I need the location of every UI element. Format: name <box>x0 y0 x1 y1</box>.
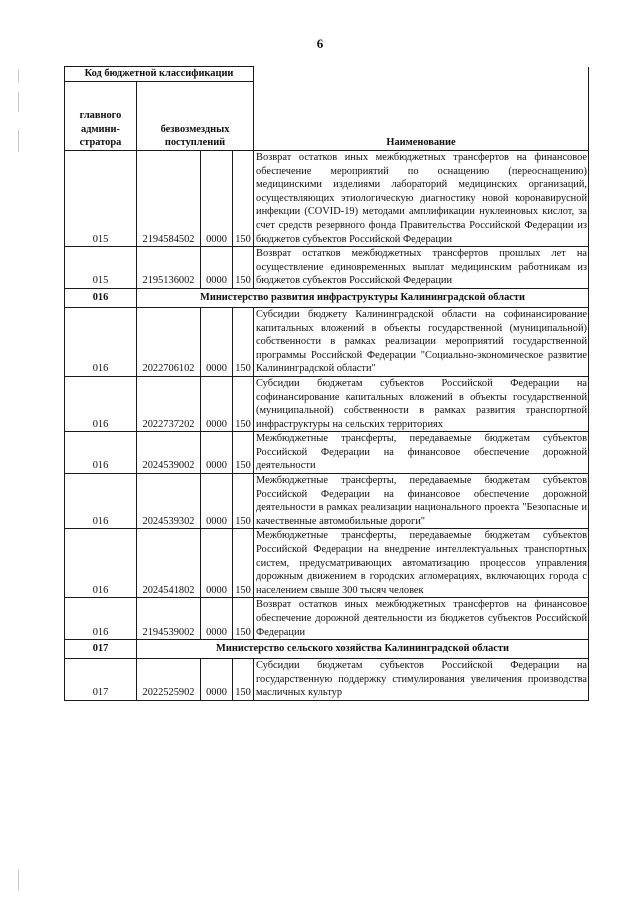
program-code-cell: 0000 <box>201 151 233 247</box>
ministry-admin-code: 016 <box>65 288 137 307</box>
page-number: 6 <box>316 36 324 51</box>
income-code-cell: 2022737202 <box>137 376 201 431</box>
ministry-admin-code: 017 <box>65 640 137 659</box>
name-cell: Межбюджетные трансферты, передаваемые бюджетам субъектов Российской Федерации на внедрение интеллектуальных транспортных систем, предусматривающих автоматизацию процессов управления дорожным движением в городских агломерациях, включающих города с населением свыше 300 тысяч человек <box>254 529 589 598</box>
admin-code-cell: 016 <box>65 376 137 431</box>
income-code-cell: 2024539002 <box>137 432 201 474</box>
program-code-cell: 0000 <box>201 432 233 474</box>
table-header-row <box>65 67 589 82</box>
admin-code-cell: 016 <box>65 307 137 376</box>
table-row <box>65 432 589 474</box>
admin-code-cell: 015 <box>65 151 137 247</box>
margin-mark <box>18 870 19 890</box>
program-code-cell: 0000 <box>201 659 233 701</box>
ministry-row <box>65 288 589 307</box>
admin-code-cell: 015 <box>65 247 137 289</box>
economic-code-cell: 150 <box>233 474 254 529</box>
economic-code-cell: 150 <box>233 376 254 431</box>
budget-code-group-header: Код бюджетной классификации <box>65 67 254 82</box>
program-code-cell: 0000 <box>201 474 233 529</box>
admin-header-line: стратора <box>79 137 122 149</box>
income-code-cell: 2024539302 <box>137 474 201 529</box>
margin-mark <box>18 130 19 152</box>
admin-header-line: админи- <box>81 123 120 135</box>
admin-column-header <box>65 82 137 151</box>
table-row <box>65 659 589 701</box>
program-code-cell: 0000 <box>201 598 233 640</box>
admin-header-line: главного <box>79 110 122 122</box>
admin-code-cell: 017 <box>65 659 137 701</box>
ministry-title: Министерство развития инфраструктуры Калининградской области <box>137 288 589 307</box>
income-code-cell: 2195136002 <box>137 247 201 289</box>
table-row <box>65 307 589 376</box>
economic-code-cell: 150 <box>233 659 254 701</box>
table-row <box>65 474 589 529</box>
income-code-cell: 2194539002 <box>137 598 201 640</box>
table-row <box>65 247 589 289</box>
name-cell: Межбюджетные трансферты, передаваемые бюджетам субъектов Российской Федерации на финансовое обеспечение дорожной деятельности в рамках реализации национального проекта "Безопасные и качественные автомобильные дороги" <box>254 474 589 529</box>
admin-code-cell: 016 <box>65 529 137 598</box>
margin-mark <box>18 92 19 112</box>
economic-code-cell: 150 <box>233 151 254 247</box>
economic-code-cell: 150 <box>233 307 254 376</box>
income-code-cell: 2022525902 <box>137 659 201 701</box>
name-cell: Субсидии бюджетам субъектов Российской Федерации на софинансирование капитальных вложений в объекты государственной (муниципальной) собственности в рамках развития транспортной инфраструктуры на сельских территориях <box>254 376 589 431</box>
income-header-line: поступлений <box>164 137 226 149</box>
table-row <box>65 376 589 431</box>
table-row <box>65 151 589 247</box>
ministry-title: Министерство сельского хозяйства Калининградской области <box>137 640 589 659</box>
program-code-cell: 0000 <box>201 307 233 376</box>
table-row <box>65 529 589 598</box>
program-code-cell: 0000 <box>201 247 233 289</box>
economic-code-cell: 150 <box>233 598 254 640</box>
name-cell: Межбюджетные трансферты, передаваемые бюджетам субъектов Российской Федерации на финансовое обеспечение дорожной деятельности <box>254 432 589 474</box>
table-row <box>65 598 589 640</box>
name-cell: Возврат остатков иных межбюджетных трансфертов на финансовое обеспечение мероприятий по оснащению (переоснащению) медицинскими изделиями лабораторий медицинских организаций, осуществляющих этиологическую диагностику новой коронавирусной инфекции (COVID-19) методами амплификации нуклеиновых кислот, за счет средств резервного фонда Правительства Российской Федерации из бюджетов субъектов Российской Федерации <box>254 151 589 247</box>
name-cell: Субсидии бюджетам субъектов Российской Федерации на государственную поддержку стимулирования увеличения производства масличных культур <box>254 659 589 701</box>
income-code-cell: 2022706102 <box>137 307 201 376</box>
name-cell: Субсидии бюджету Калининградской области на софинансирование капитальных вложений в объекты государственной (муниципальной) собственности в рамках реализации мероприятий государственной программы Российской Федерации "Социально-экономическое развитие Калининградской области" <box>254 307 589 376</box>
ministry-row <box>65 640 589 659</box>
program-code-cell: 0000 <box>201 529 233 598</box>
admin-code-cell: 016 <box>65 474 137 529</box>
name-cell: Возврат остатков иных межбюджетных трансфертов на финансовое обеспечение дорожной деятельности из бюджетов субъектов Российской Федерации <box>254 598 589 640</box>
economic-code-cell: 150 <box>233 529 254 598</box>
name-cell: Возврат остатков межбюджетных трансфертов прошлых лет на осуществление единовременных выплат медицинским работникам из бюджетов субъектов Российской Федерации <box>254 247 589 289</box>
income-code-cell: 2024541802 <box>137 529 201 598</box>
economic-code-cell: 150 <box>233 432 254 474</box>
admin-code-cell: 016 <box>65 432 137 474</box>
budget-classification-table <box>64 66 589 701</box>
table-body <box>65 151 589 701</box>
income-code-cell: 2194584502 <box>137 151 201 247</box>
income-column-header <box>137 82 254 151</box>
income-header-line: безвозмездных <box>160 123 230 135</box>
name-column-header: Наименование <box>254 67 589 151</box>
admin-code-cell: 016 <box>65 598 137 640</box>
economic-code-cell: 150 <box>233 247 254 289</box>
program-code-cell: 0000 <box>201 376 233 431</box>
margin-mark <box>18 70 19 82</box>
